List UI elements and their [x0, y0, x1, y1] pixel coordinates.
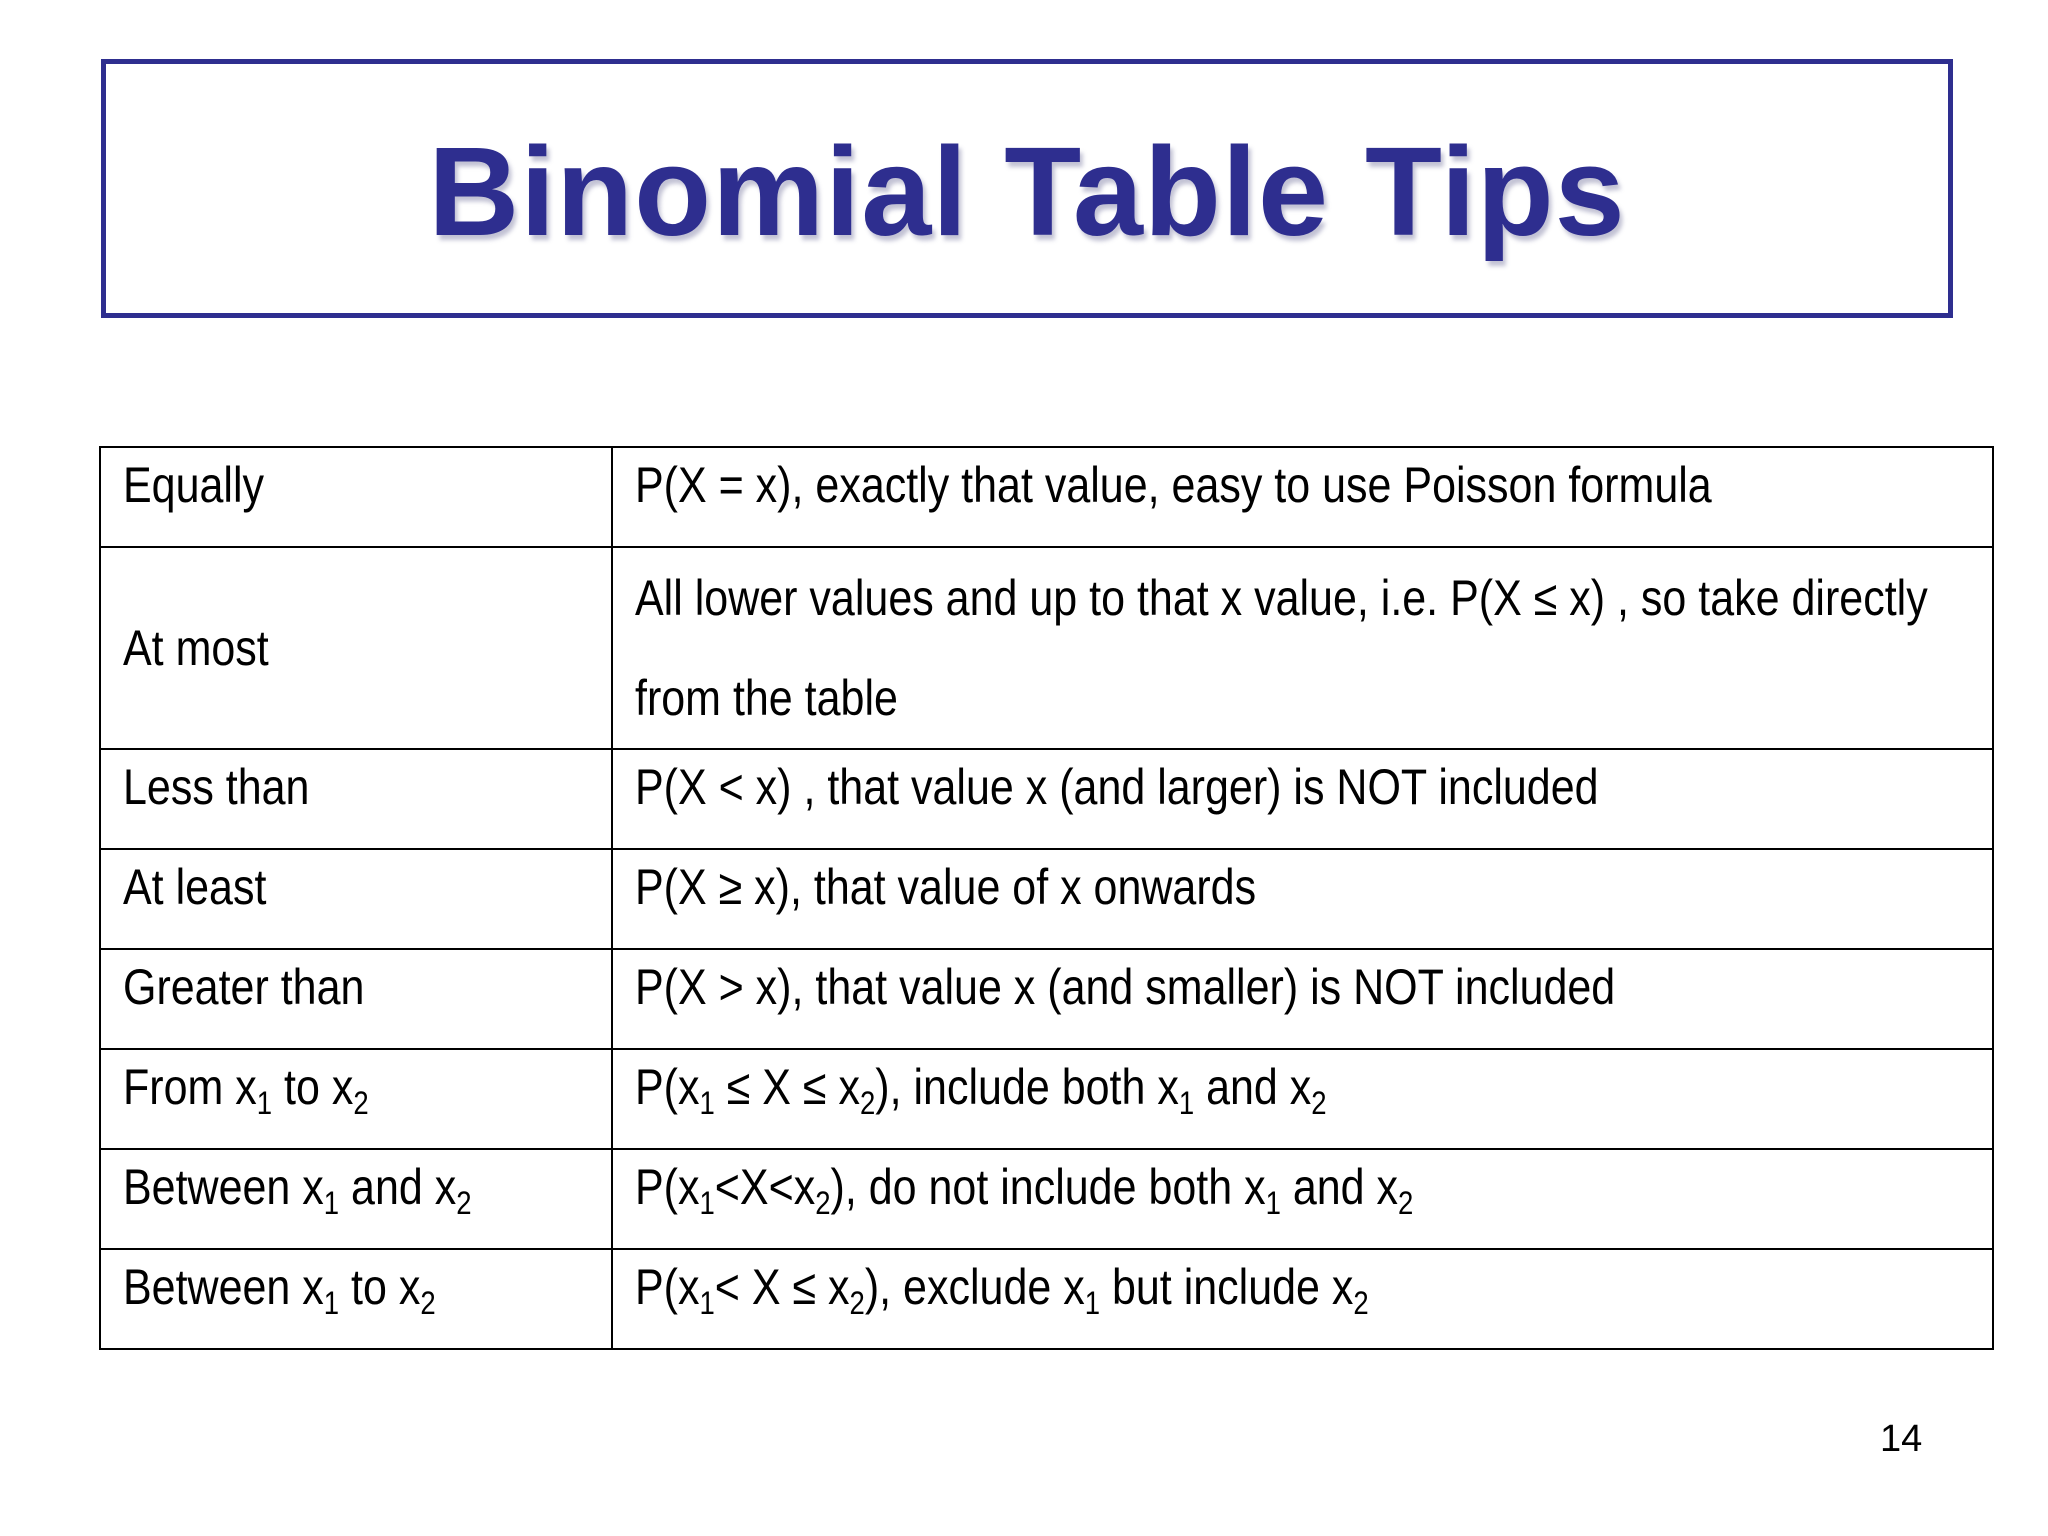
description-cell	[612, 1049, 1993, 1149]
description-cell	[612, 1249, 1993, 1349]
description-text: All lower values and up to that x value, i.e. P(X ≤ x) , so take directly from the table	[635, 570, 1928, 726]
description-text: $P(x_1< X \le x_2)$, exclude $x_1$ but include $x_2$	[635, 1259, 1369, 1321]
table-row	[100, 547, 1993, 749]
table-row	[100, 1249, 1993, 1349]
table-row	[100, 1149, 1993, 1249]
description-cell	[612, 849, 1993, 949]
term-cell	[100, 849, 612, 949]
term-text: At most	[123, 620, 269, 676]
term-text: At least	[123, 859, 267, 915]
term-text: Greater than	[123, 959, 365, 1015]
description-text: P(X = x), exactly that value, easy to use Poisson formula	[635, 457, 1712, 513]
term-cell	[100, 1049, 612, 1149]
description-text: $P(x_1<X<x_2)$, do not include both $x_1$ and $x_2$	[635, 1159, 1414, 1221]
term-cell	[100, 547, 612, 749]
description-text: P(X ≥ x), that value of x onwards	[635, 859, 1257, 915]
term-text: From $x_1$ to $x_2$	[123, 1059, 369, 1121]
term-text: Between $x_1$ and $x_2$	[123, 1159, 472, 1221]
description-cell	[612, 949, 1993, 1049]
term-cell	[100, 1249, 612, 1349]
description-cell	[612, 547, 1993, 749]
description-text: P(X < x) , that value x (and larger) is NOT included	[635, 759, 1599, 815]
term-cell	[100, 447, 612, 547]
term-cell	[100, 1149, 612, 1249]
page-number: 14	[1880, 1418, 1923, 1460]
description-cell	[612, 1149, 1993, 1249]
description-text: P(X > x), that value x (and smaller) is NOT included	[635, 959, 1616, 1015]
description-text: $P(x_1 \le X \le x_2)$, include both $x_1$ and $x_2$	[635, 1059, 1327, 1121]
table-row	[100, 1049, 1993, 1149]
description-cell	[612, 447, 1993, 547]
term-cell	[100, 749, 612, 849]
term-cell	[100, 949, 612, 1049]
slide-title: Binomial Table Tips	[428, 121, 1626, 262]
term-text: Between $x_1$ to $x_2$	[123, 1259, 436, 1321]
term-text: Less than	[123, 759, 310, 815]
table-row	[100, 447, 1993, 547]
binomial-tips-table	[99, 446, 1994, 1350]
term-text: Equally	[123, 457, 265, 513]
table-row	[100, 949, 1993, 1049]
title-box	[101, 59, 1953, 318]
table-row	[100, 849, 1993, 949]
description-cell	[612, 749, 1993, 849]
table-row	[100, 749, 1993, 849]
